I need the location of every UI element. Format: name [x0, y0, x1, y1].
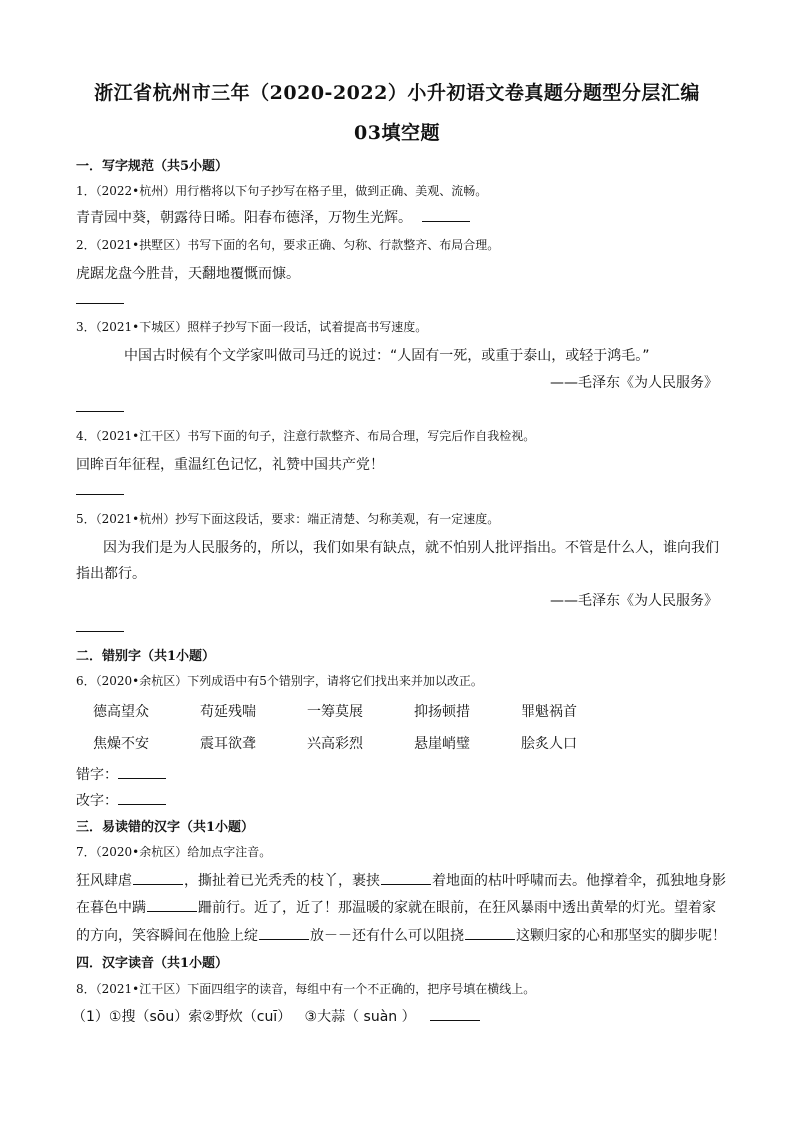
q7-blank-2[interactable] — [381, 871, 431, 885]
q1-answer-line — [76, 207, 470, 227]
q2-text: 虎踞龙盘今胜昔，天翻地覆慨而慷。 — [76, 266, 300, 282]
q6-idiom: 兴高彩烈 — [307, 736, 363, 752]
section-heading-1: 一．写字规范（共5小题） — [76, 159, 229, 174]
q8-item-1-row — [72, 1006, 480, 1026]
q6-idiom: 震耳欲聋 — [200, 736, 256, 752]
q6-idiom: 罪魁祸首 — [521, 704, 577, 720]
q1-stem: 1．（2022•杭州）用行楷将以下句子抄写在格子里，做到正确、美观、流畅。 — [76, 184, 488, 198]
q7-text: 放－－还有什么可以阻挠 — [310, 928, 464, 944]
q6-idiom: 焦燥不安 — [93, 736, 149, 752]
document-subtitle: 03填空题 — [354, 122, 440, 144]
q5-text-line2: 指出都行。 — [76, 566, 146, 582]
q2-stem: 2．（2021•拱墅区）书写下面的名句，要求正确、匀称、行款整齐、布局合理。 — [76, 238, 500, 252]
q8-answer-blank[interactable] — [430, 1007, 480, 1021]
q7-blank-4[interactable] — [259, 926, 309, 940]
q5-text-line1: 因为我们是为人民服务的，所以，我们如果有缺点，就不怕别人批评指出。不管是什么人，谁向我们 — [103, 540, 719, 556]
q1-text: 青青园中葵，朝露待日晞。阳春布德泽，万物生光辉。 — [76, 210, 412, 226]
q6-idiom: 脍炙人口 — [521, 736, 577, 752]
q3-text: 中国古时候有个文学家叫做司马迁的说过：“人固有一死，或重于泰山，或轻于鸿毛。” — [124, 348, 650, 364]
q7-text: 跚前行。近了，近了！那温暖的家就在眼前，在狂风暴雨中透出黄晕的灯光。望着家 — [198, 900, 716, 916]
q8-stem: 8．（2021•江干区）下面四组字的读音，每组中有一个不正确的，把序号填在横线上。 — [76, 982, 536, 996]
q3-answer-blank[interactable] — [76, 411, 124, 412]
q6-idiom: 一筹莫展 — [307, 704, 363, 720]
q7-text: ，撕扯着已光秃秃的枝丫，裹挟 — [184, 873, 380, 889]
q6-idiom: 德高望众 — [93, 704, 149, 720]
q5-answer-blank[interactable] — [76, 631, 124, 632]
q7-line3 — [76, 925, 726, 945]
q7-text: 着地面的枯叶呼啸而去。他撑着伞，孤独地身影 — [432, 873, 726, 889]
section-heading-3: 三．易读错的汉字（共1小题） — [76, 820, 255, 835]
q4-answer-blank[interactable] — [76, 494, 124, 495]
q3-stem: 3．（2021•下城区）照样子抄写下面一段话，试着提高书写速度。 — [76, 320, 428, 334]
q7-stem: 7．（2020•余杭区）给加点字注音。 — [76, 845, 272, 859]
q5-source: ——毛泽东《为人民服务》 — [550, 593, 718, 609]
q6-wrong-label: 错字： — [76, 767, 118, 783]
q6-stem: 6．（2020•余杭区）下列成语中有5个错别字，请将它们找出来并加以改正。 — [76, 674, 483, 688]
section-heading-2: 二．错别字（共1小题） — [76, 649, 216, 664]
q2-answer-blank[interactable] — [76, 303, 124, 304]
q6-fix-label: 改字： — [76, 793, 118, 809]
q5-stem: 5．（2021•杭州）抄写下面这段话，要求：端正清楚、匀称美观，有一定速度。 — [76, 512, 500, 526]
q7-blank-1[interactable] — [133, 871, 183, 885]
q6-idiom: 悬崖峭璧 — [414, 736, 470, 752]
q7-text: 的方向，笑容瞬间在他脸上绽 — [76, 928, 258, 944]
section-heading-4: 四．汉字读音（共1小题） — [76, 956, 229, 971]
q6-fix-blank[interactable] — [118, 791, 166, 805]
document-title: 浙江省杭州市三年（2020-2022）小升初语文卷真题分题型分层汇编 — [94, 82, 700, 104]
q7-line2 — [76, 897, 716, 917]
q7-line1 — [76, 870, 726, 890]
q7-blank-3[interactable] — [147, 898, 197, 912]
q7-blank-5[interactable] — [465, 926, 515, 940]
q6-wrong-blank[interactable] — [118, 765, 166, 779]
q3-source: ——毛泽东《为人民服务》 — [550, 375, 718, 391]
q4-text: 回眸百年征程，重温红色记忆，礼赞中国共产党！ — [76, 457, 384, 473]
q6-wrong-row — [76, 764, 166, 784]
q7-text: 狂风肆虐 — [76, 873, 132, 889]
q7-text: 在暮色中蹒 — [76, 900, 146, 916]
q4-stem: 4．（2021•江干区）书写下面的句子，注意行款整齐、布局合理，写完后作自我检视。 — [76, 429, 536, 443]
q6-idiom: 抑扬顿措 — [414, 704, 470, 720]
q6-idiom: 苟延残喘 — [200, 704, 256, 720]
q8-item-1: （1）①搜（sōu）索②野炊（cuī） ③大蒜（ suàn ） — [72, 1009, 416, 1025]
q1-answer-blank[interactable] — [422, 208, 470, 222]
q6-fix-row — [76, 790, 166, 810]
q7-text: 这颗归家的心和那坚实的脚步呢！ — [516, 928, 726, 944]
